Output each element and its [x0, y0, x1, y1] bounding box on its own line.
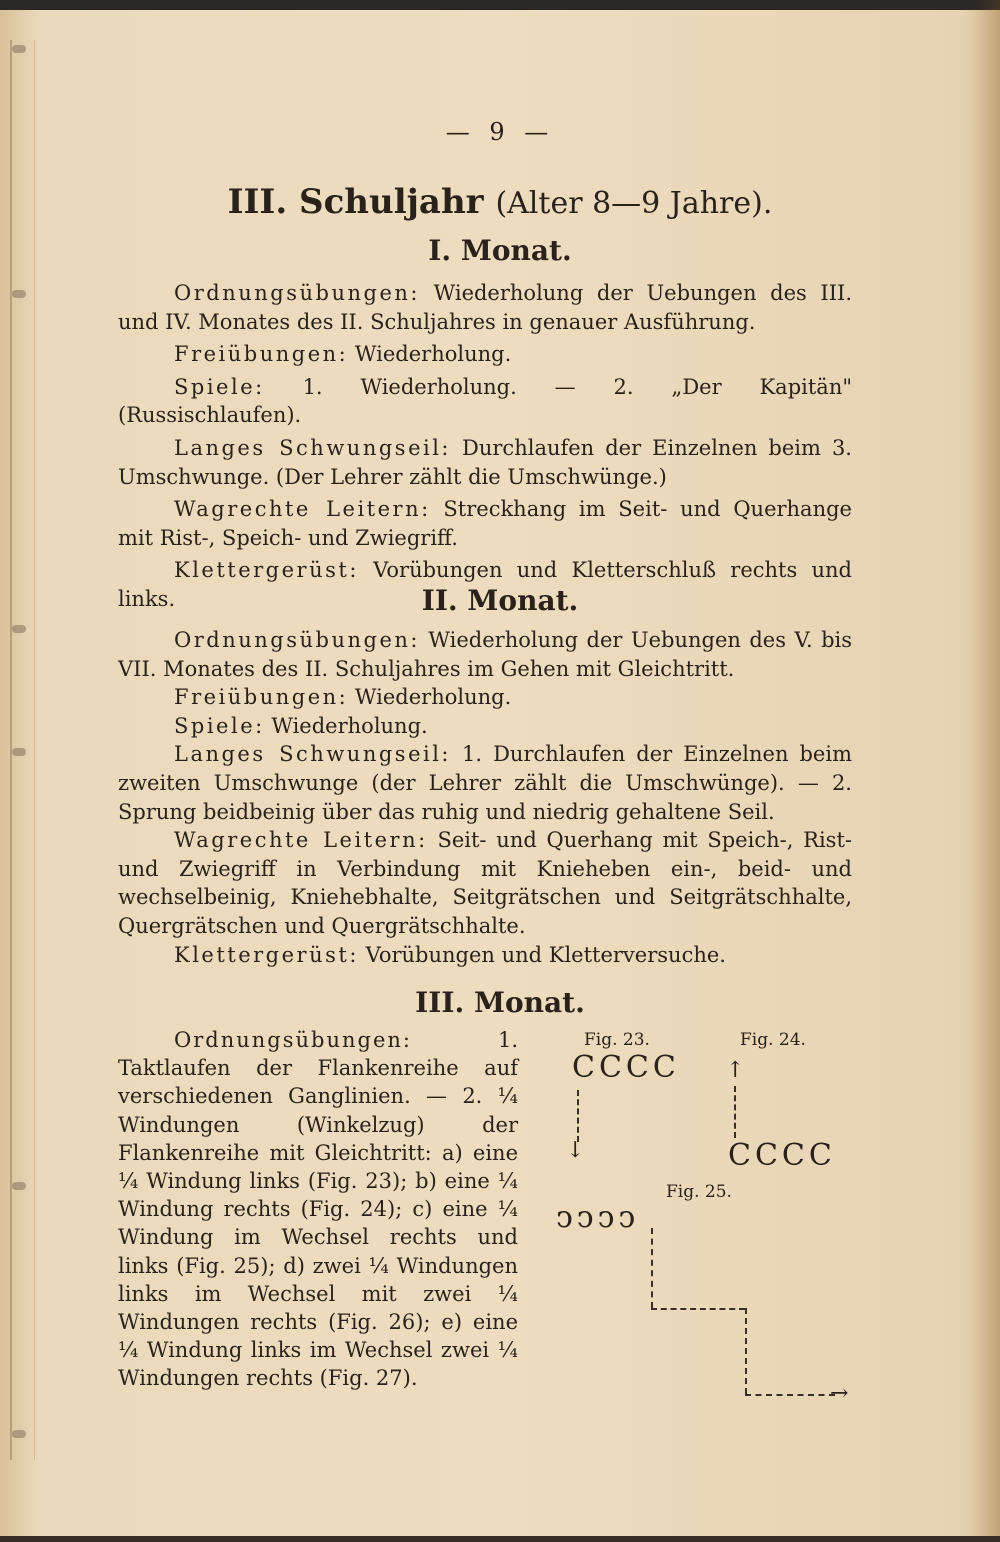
title-main: III. Schuljahr [227, 182, 484, 222]
binding-stitch [12, 1430, 26, 1438]
fig-25-label: Fig. 25. [666, 1182, 732, 1202]
page-right-edge [974, 0, 1000, 1542]
fig-25-path-right [651, 1308, 745, 1310]
fig-23-arrow: ↓ [566, 1138, 585, 1163]
month-1-section [118, 279, 852, 614]
paragraph: Spiele: Wiederholung. [174, 713, 428, 738]
fig-24-rank: CCCC [728, 1138, 836, 1173]
month-heading-3: III. Monat. [415, 986, 585, 1019]
month-heading-1: I. Monat. [428, 234, 572, 267]
paragraph: Langes Schwungseil: 1. Durchlaufen der Einzelnen beim zweiten Umschwunge (der Lehrer zählt die Umschwünge). — 2. Sprung beidbeinig über das ruhig und niedrig gehaltene Seil. [118, 742, 852, 824]
binding-stitch [12, 1182, 26, 1190]
binding-stitch [12, 45, 26, 53]
fig-23-rank: CCCC [572, 1050, 680, 1085]
paragraph: Klettergerüst: Vorübungen und Kletterversuche. [174, 942, 726, 967]
page-title [0, 182, 1000, 222]
paragraph: Freiübungen: Wiederholung. [174, 342, 512, 367]
fig-25-path-down [651, 1228, 653, 1308]
paragraph: Klettergerüst: Vorübungen und Kletterschluß rechts und links. [118, 558, 852, 611]
fig-24-label: Fig. 24. [740, 1030, 806, 1050]
fig-25-path-down-2 [745, 1308, 747, 1394]
fig-23-path [577, 1090, 579, 1142]
fig-23-label: Fig. 23. [584, 1030, 650, 1050]
binding-stitch [12, 748, 26, 756]
page-bottom-edge [0, 1536, 1000, 1542]
paragraph: Spiele: 1. Wiederholung. — 2. „Der Kapitän" (Russischlaufen). [118, 374, 852, 428]
month-3-section [118, 1026, 518, 1393]
paragraph: Langes Schwungseil: Durchlaufen der Einzelnen beim 3. Umschwunge. (Der Lehrer zählt die Umschwünge.) [118, 435, 852, 489]
month-2-section [118, 626, 852, 969]
page-number: — 9 — [445, 118, 555, 146]
paragraph: Ordnungsübungen: Wiederholung der Uebungen des III. und IV. Monates des II. Schuljahres in genauer Ausführung. [118, 281, 852, 334]
binding-stitch [12, 290, 26, 298]
page-top-edge [0, 0, 1000, 10]
paragraph: Ordnungsübungen: Wiederholung der Uebungen des V. bis VII. Monates des II. Schuljahres im Gehen mit Gleichtritt. [118, 628, 852, 681]
month-heading-2: II. Monat. [421, 584, 579, 617]
fig-25-arrow: → [830, 1381, 849, 1406]
paragraph: Wagrechte Leitern: Seit- und Querhang mit Speich-, Rist- und Zwiegriff in Verbindung mit Knieheben ein-, beid- und wechselbeinig, Kniehebhalte, Seitgrätschen und Seitgrätschhalte, Quergrätschen und Quergrätschhalte. [118, 828, 852, 938]
fig-25-rank: ↄↄↄↄ [556, 1200, 640, 1235]
fig-24-arrow: ↑ [726, 1058, 745, 1083]
binding-stitch [12, 625, 26, 633]
fig-25-path-right-2 [745, 1394, 835, 1396]
paragraph: Wagrechte Leitern: Streckhang im Seit- und Querhange mit Rist-, Speich- und Zwiegriff. [118, 497, 852, 550]
title-sub: (Alter 8—9 Jahre). [495, 186, 773, 221]
fig-24-path [734, 1086, 736, 1138]
paragraph: Ordnungsübungen: 1. Taktlaufen der Flankenreihe auf verschiedenen Ganglinien. — 2. ¼ Windungen (Winkelzug) der Flankenreihe mit Gleichtritt: a) eine ¼ Windung links (Fig. 23); b) eine ¼ Windung rechts (Fig. 24); c) eine ¼ Windung im Wechsel rechts und links (Fig. 25); d) zwei ¼ Windungen links im Wechsel mit zwei ¼ Windungen rechts (Fig. 26); e) eine ¼ Windung links im Wechsel zwei ¼ Windungen rechts (Fig. 27). [118, 1028, 518, 1391]
paragraph: Freiübungen: Wiederholung. [174, 685, 512, 710]
